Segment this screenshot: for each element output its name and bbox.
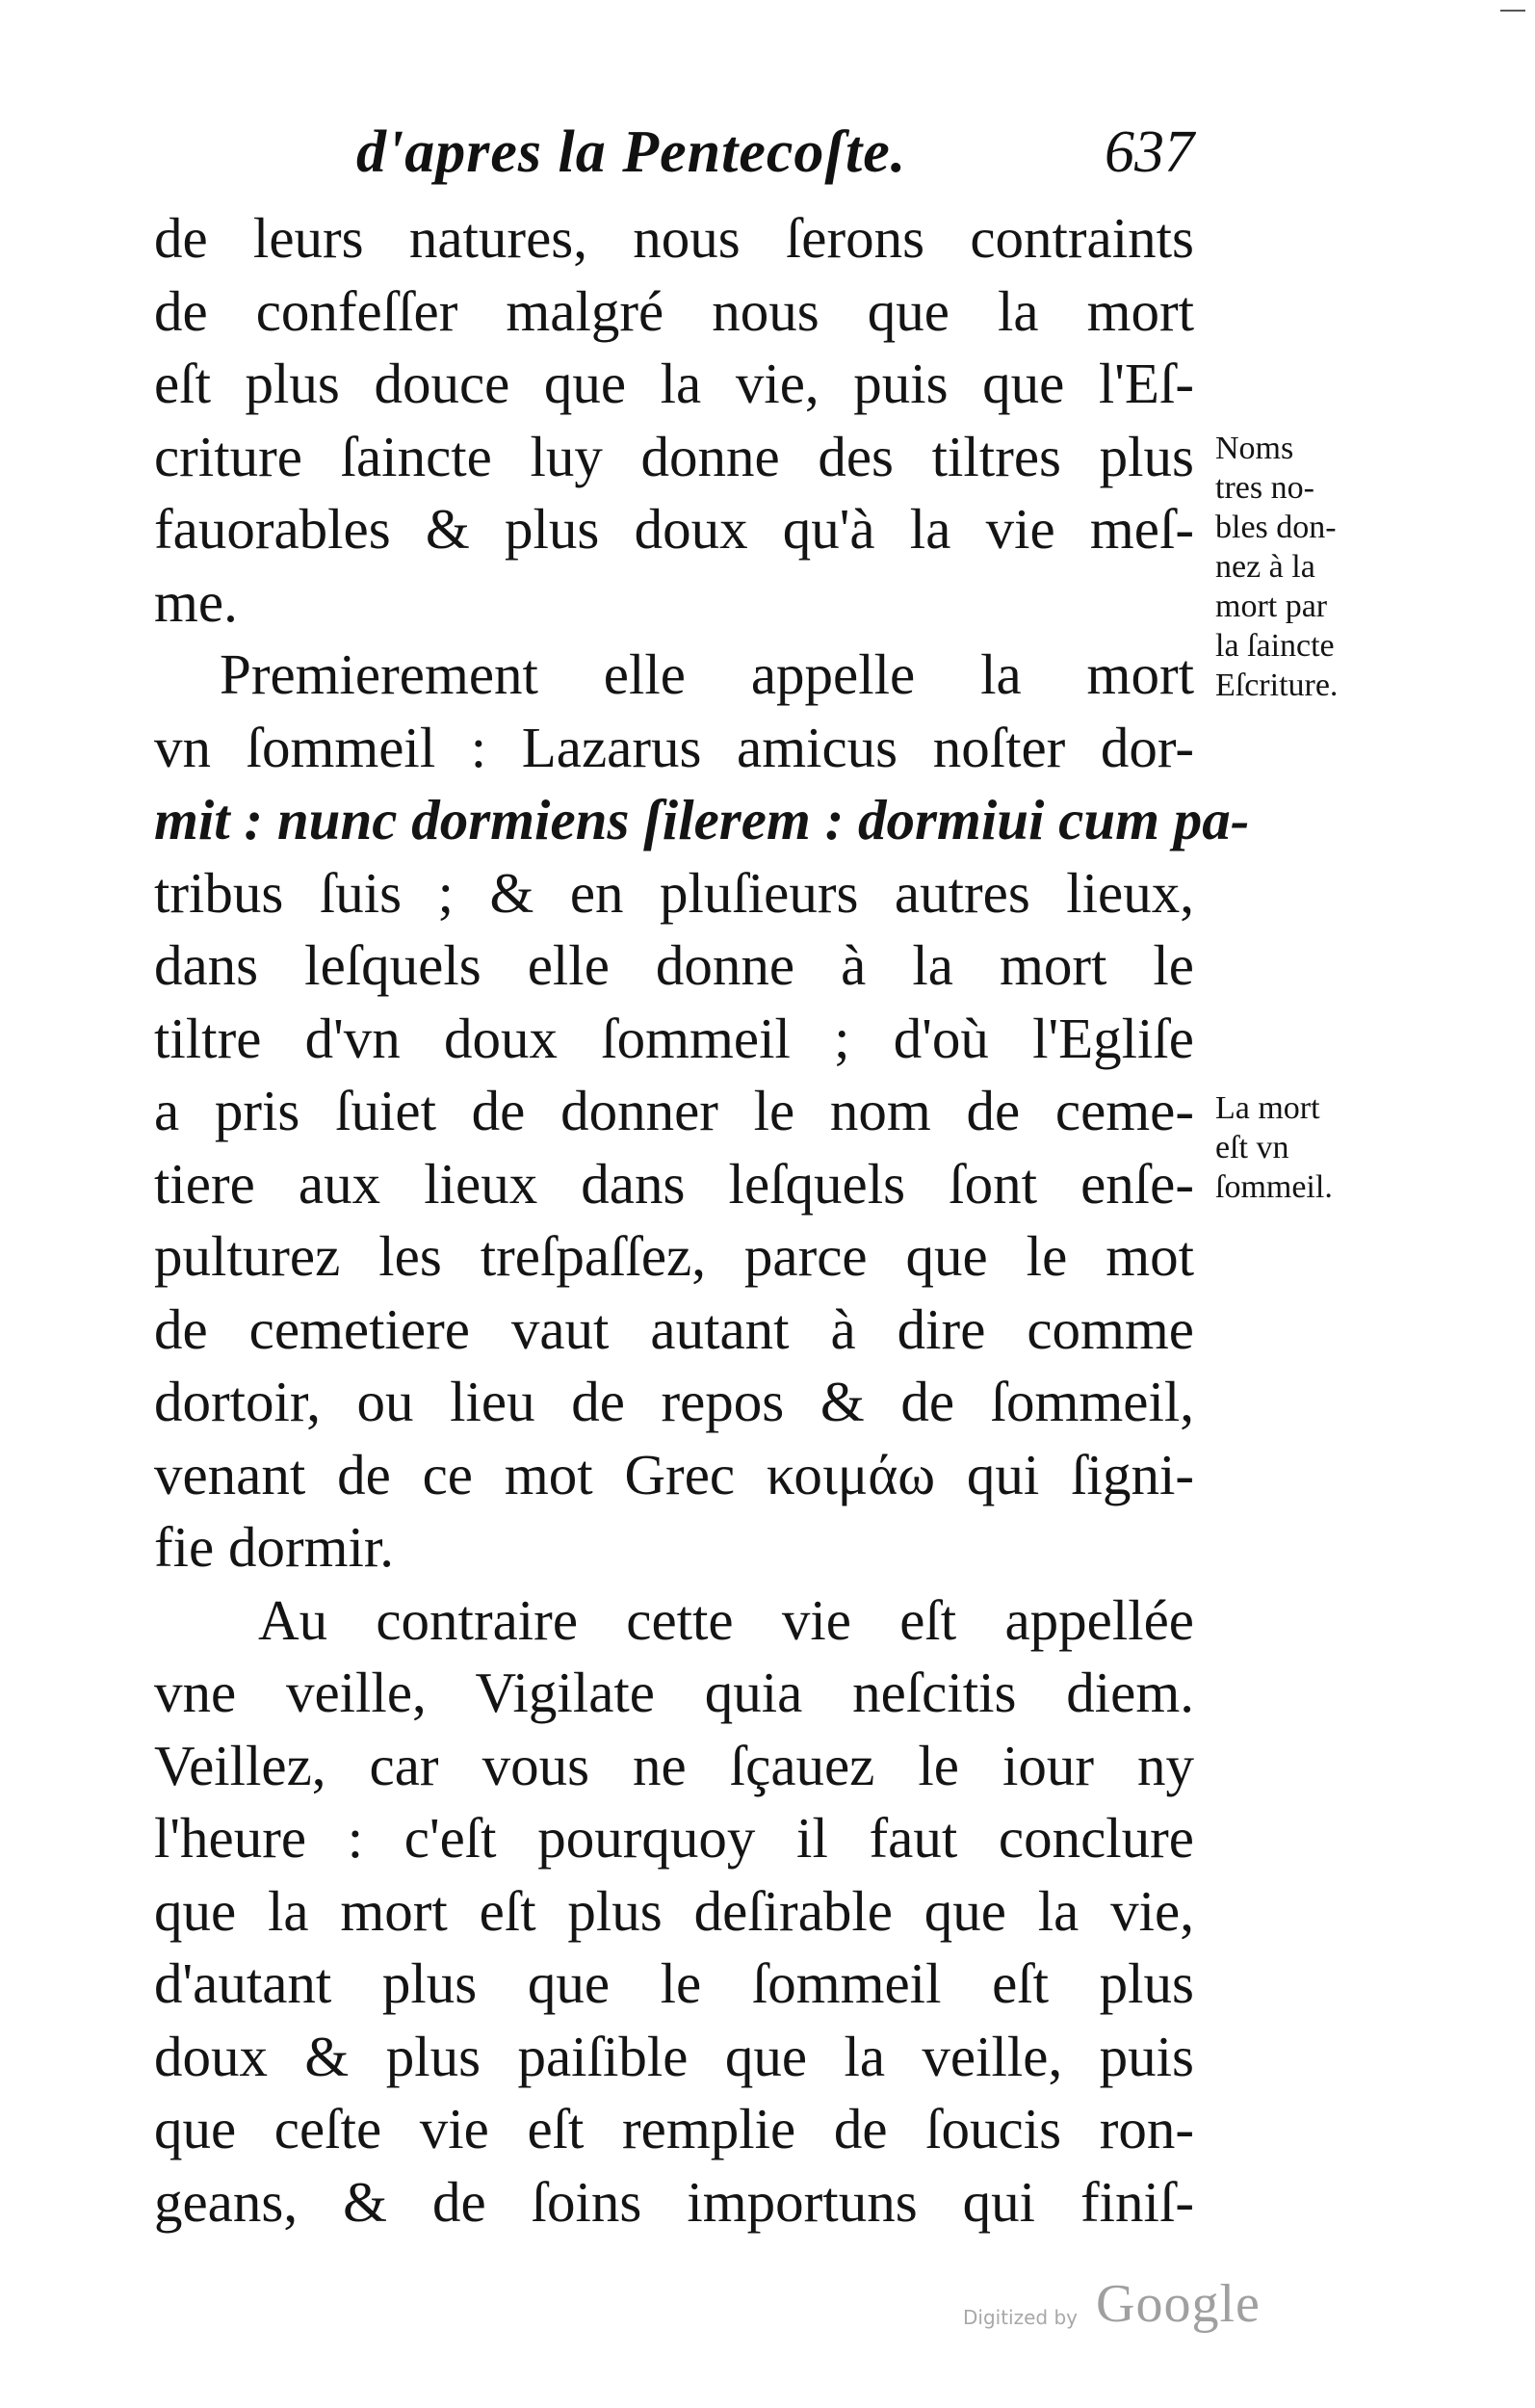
margin-note-line: tres no- xyxy=(1215,470,1314,506)
margin-note-line: eſt vn xyxy=(1215,1130,1289,1165)
text-line: doux & plus paiſible que la veille, puis xyxy=(154,2024,1194,2088)
text-line: me. xyxy=(154,569,238,634)
page-header xyxy=(356,114,1194,191)
edge-mark xyxy=(1500,10,1525,12)
text-line: pulturez les treſpaſſez, parce que le mot xyxy=(154,1224,1194,1288)
text-line: a pris ſuiet de donner le nom de ceme- xyxy=(154,1079,1194,1142)
text-line: eſt plus douce que la vie, puis que l'Eſ- xyxy=(154,352,1194,415)
running-title: d'apres la Pentecoſte. xyxy=(356,119,907,185)
text-line: vne veille, Vigilate quia neſcitis diem. xyxy=(154,1661,1194,1724)
text-line: l'heure : c'eſt pourquoy il faut conclure xyxy=(154,1806,1194,1870)
text-line: de cemetiere vaut autant à dire comme xyxy=(154,1296,1194,1361)
text-line: de leurs natures, nous ſerons contraints xyxy=(154,206,1194,270)
paragraph-start-line: Premierement elle appelle la mort xyxy=(220,642,1194,706)
google-logo: Google xyxy=(1096,2274,1261,2334)
margin-note-line: La mort xyxy=(1215,1090,1320,1126)
digitized-by-label: Digitized by xyxy=(963,2306,1078,2329)
digitized-watermark xyxy=(963,2273,1310,2341)
text-line: tiere aux lieux dans leſquels ſont enſe- xyxy=(154,1151,1194,1216)
page-number: 637 xyxy=(1105,119,1194,185)
text-line: tribus ſuis ; & en pluſieurs autres lieux, xyxy=(154,860,1194,925)
margin-note-line: nez à la xyxy=(1215,549,1315,585)
margin-note-line: Eſcriture. xyxy=(1215,667,1339,703)
latin-quote-line: mit : nunc dormiens ſilerem : dormiui cum pa- xyxy=(154,788,1250,851)
text-line: fauorables & plus doux qu'à la vie meſ- xyxy=(154,497,1194,561)
margin-note-line: ſommeil. xyxy=(1215,1169,1333,1205)
text-line: que ceſte vie eſt remplie de ſoucis ron- xyxy=(154,2097,1194,2160)
text-line: criture ſaincte luy donne des tiltres plus xyxy=(154,424,1194,488)
text-line: que la mort eſt plus deſirable que la vie, xyxy=(154,1878,1194,1943)
body-text xyxy=(154,202,1250,2238)
text-line: dortoir, ou lieu de repos & de ſommeil, xyxy=(154,1370,1194,1433)
text-line: dans leſquels elle donne à la mort le xyxy=(154,933,1194,997)
text-line: tiltre d'vn doux ſommeil ; d'où l'Egliſe xyxy=(154,1006,1194,1070)
text-line: geans, & de ſoins importuns qui finiſ- xyxy=(154,2169,1194,2234)
paragraph-start-line: Au contraire cette vie eſt appellée xyxy=(258,1587,1194,1652)
margin-note-sommeil xyxy=(1215,1088,1333,1207)
margin-note-line: Noms xyxy=(1215,431,1294,466)
margin-note-line: bles don- xyxy=(1215,510,1337,545)
text-line: vn ſommeil : Lazarus amicus noſter dor- xyxy=(154,715,1194,779)
margin-note-line: mort par xyxy=(1215,589,1328,624)
text-line: fie dormir. xyxy=(154,1515,395,1579)
text-line: Veillez, car vous ne ſçauez le iour ny xyxy=(154,1733,1194,1797)
margin-note-line: la ſaincte xyxy=(1215,628,1335,664)
text-line: venant de ce mot Grec κοιμάω qui ſigni- xyxy=(154,1442,1194,1506)
text-line: d'autant plus que le ſommeil eſt plus xyxy=(154,1951,1194,2015)
margin-note-noms xyxy=(1215,429,1338,705)
text-line: de confeſſer malgré nous que la mort xyxy=(154,278,1194,343)
